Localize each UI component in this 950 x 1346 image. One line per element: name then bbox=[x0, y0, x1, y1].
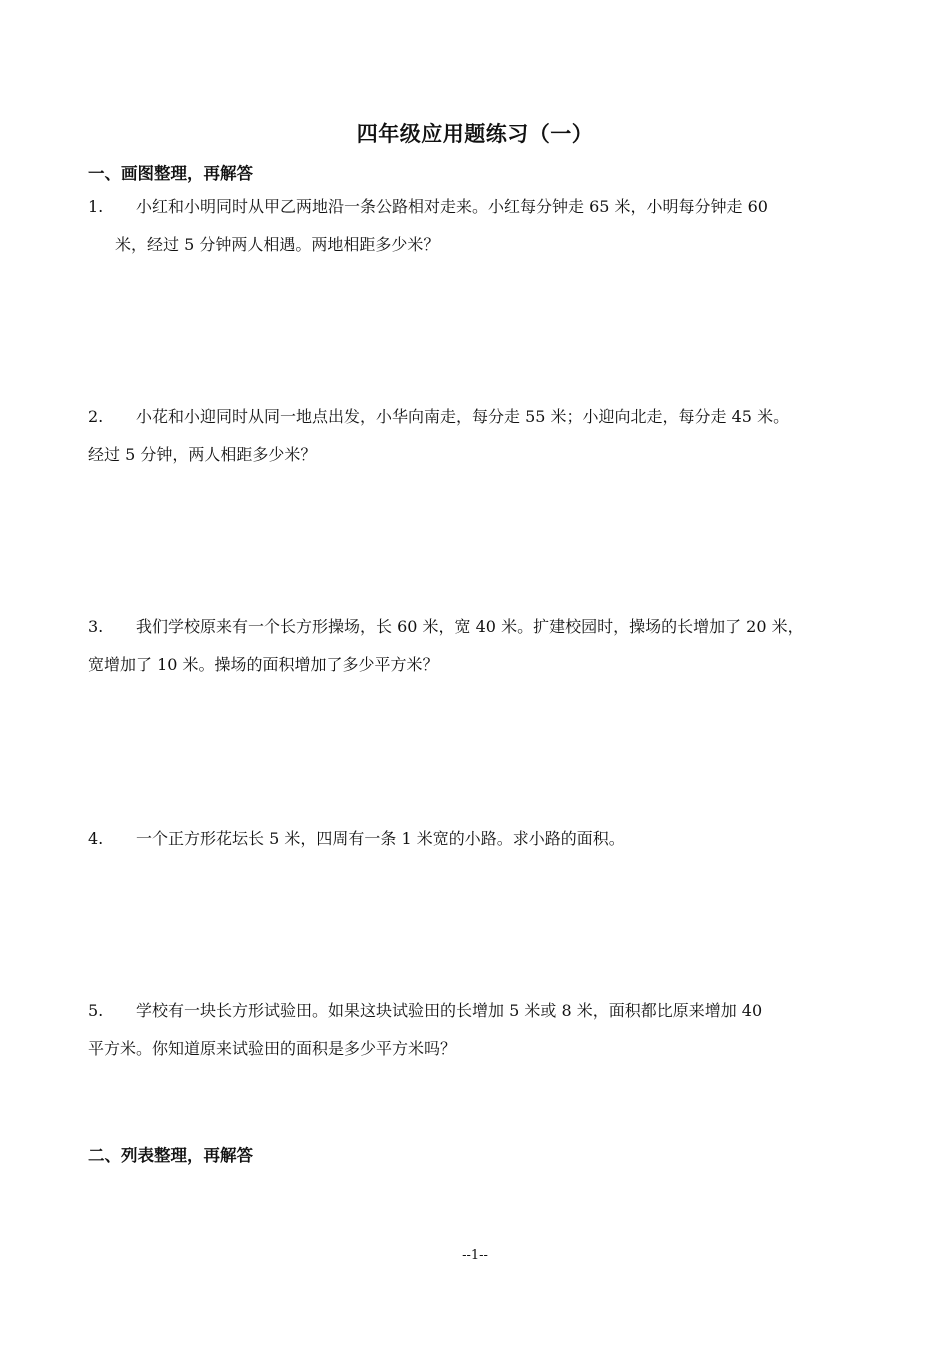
question-5-text-1: 学校有一块长方形试验田。如果这块试验田的长增加 5 米或 8 米，面积都比原来增加 40 bbox=[136, 1001, 763, 1020]
question-1 bbox=[88, 188, 878, 264]
question-4-line-1 bbox=[88, 820, 878, 858]
question-2-text-1: 小花和小迎同时从同一地点出发，小华向南走，每分走 55 米；小迎向北走，每分走 45 米。 bbox=[136, 407, 790, 426]
question-2-line-2: 经过 5 分钟，两人相距多少米？ bbox=[88, 445, 317, 464]
page-title: 四年级应用题练习（一） bbox=[356, 121, 594, 146]
question-1-text-1: 小红和小明同时从甲乙两地沿一条公路相对走来。小红每分钟走 65 米，小明每分钟走 60 bbox=[136, 197, 768, 216]
question-4 bbox=[88, 820, 878, 858]
question-3-text-1: 我们学校原来有一个长方形操场，长 60 米，宽 40 米。扩建校园时，操场的长增加了 20 米， bbox=[136, 617, 804, 636]
page-number: --1-- bbox=[462, 1248, 488, 1263]
question-2-number: 2. bbox=[88, 407, 104, 426]
question-5-number: 5. bbox=[88, 1001, 104, 1020]
question-2-line-1 bbox=[88, 398, 878, 436]
question-4-number: 4. bbox=[88, 829, 104, 848]
question-3-line-1 bbox=[88, 608, 878, 646]
question-5-line-2: 平方米。你知道原来试验田的面积是多少平方米吗？ bbox=[88, 1039, 457, 1058]
question-1-line-2: 米，经过 5 分钟两人相遇。两地相距多少米？ bbox=[115, 235, 440, 254]
question-5 bbox=[88, 992, 878, 1068]
question-1-number: 1. bbox=[88, 197, 104, 216]
question-4-text-1: 一个正方形花坛长 5 米，四周有一条 1 米宽的小路。求小路的面积。 bbox=[136, 829, 625, 848]
question-3-line-2: 宽增加了 10 米。操场的面积增加了多少平方米？ bbox=[88, 655, 439, 674]
section-heading-drawing: 一、画图整理，再解答 bbox=[88, 164, 253, 183]
question-1-line-1 bbox=[88, 188, 878, 226]
section-heading-table: 二、列表整理，再解答 bbox=[88, 1146, 253, 1165]
question-5-line-1 bbox=[88, 992, 878, 1030]
question-2 bbox=[88, 398, 878, 474]
question-3-number: 3. bbox=[88, 617, 104, 636]
question-3 bbox=[88, 608, 878, 684]
